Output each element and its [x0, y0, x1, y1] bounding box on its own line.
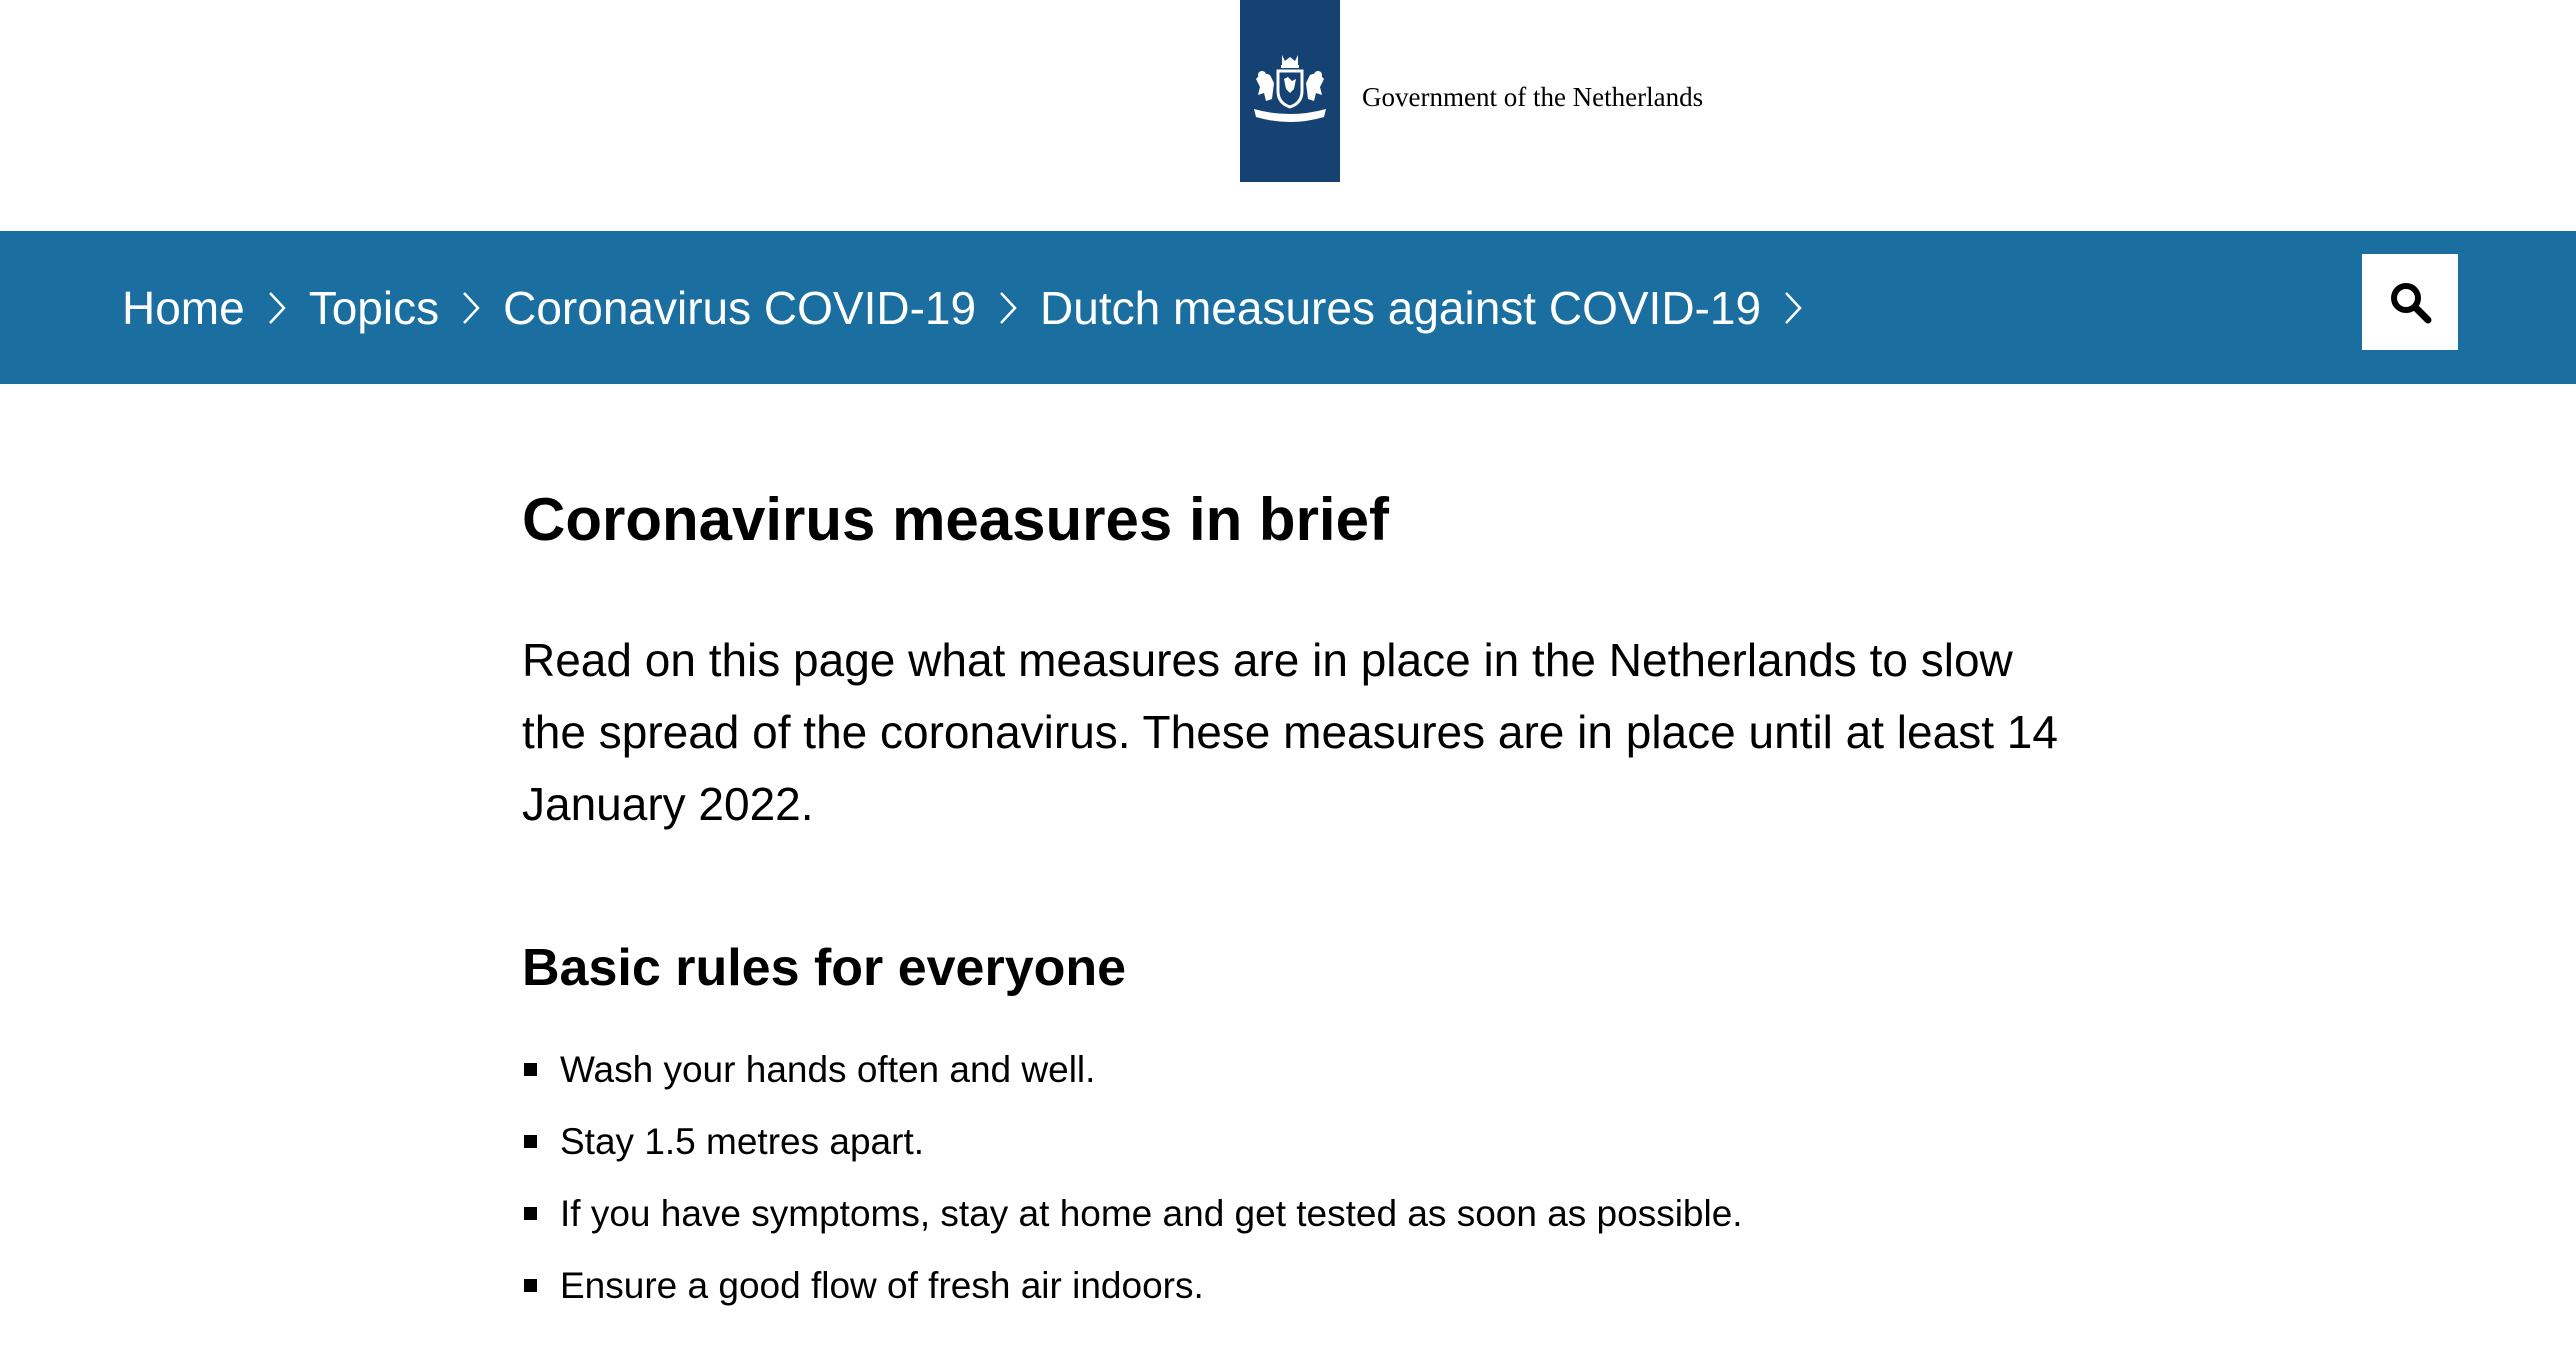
breadcrumb-topics[interactable]: Topics	[308, 281, 440, 334]
site-header	[0, 0, 2576, 231]
square-bullet-icon	[524, 1207, 537, 1220]
rule-text: Ensure a good flow of fresh air indoors.	[560, 1265, 1204, 1306]
chevron-right-icon	[1761, 278, 1825, 338]
breadcrumb-bar	[0, 231, 2576, 384]
intro-paragraph: Read on this page what measures are in place in the Netherlands to slow the spread of the coronavirus. These measures are in place until at least 14 January 2022.	[522, 634, 2058, 830]
list-item	[522, 1034, 1743, 1106]
breadcrumb	[122, 231, 1825, 384]
logo[interactable]	[1240, 0, 1340, 182]
chevron-right-icon	[976, 278, 1040, 338]
list-item	[522, 1106, 1743, 1178]
rule-text: Stay 1.5 metres apart.	[560, 1121, 925, 1162]
search-icon	[2388, 280, 2432, 324]
coat-of-arms-icon	[1248, 49, 1332, 133]
chevron-right-icon	[245, 278, 309, 338]
square-bullet-icon	[524, 1063, 537, 1076]
list-item	[522, 1178, 1743, 1250]
breadcrumb-home[interactable]: Home	[122, 281, 245, 334]
page-title: Coronavirus measures in brief	[522, 486, 1389, 553]
square-bullet-icon	[524, 1279, 537, 1292]
basic-rules-list	[522, 1034, 1743, 1322]
list-item	[522, 1250, 1743, 1322]
search-button[interactable]	[2362, 254, 2458, 350]
section-title: Basic rules for everyone	[522, 939, 1127, 997]
rule-text: If you have symptoms, stay at home and get tested as soon as possible.	[560, 1193, 1743, 1234]
chevron-right-icon	[439, 278, 503, 338]
breadcrumb-coronavirus[interactable]: Coronavirus COVID-19	[503, 281, 977, 334]
breadcrumb-dutch-measures[interactable]: Dutch measures against COVID-19	[1040, 281, 1762, 334]
rule-text: Wash your hands often and well.	[560, 1049, 1096, 1090]
square-bullet-icon	[524, 1135, 537, 1148]
logo-text[interactable]: Government of the Netherlands	[1362, 82, 1704, 112]
